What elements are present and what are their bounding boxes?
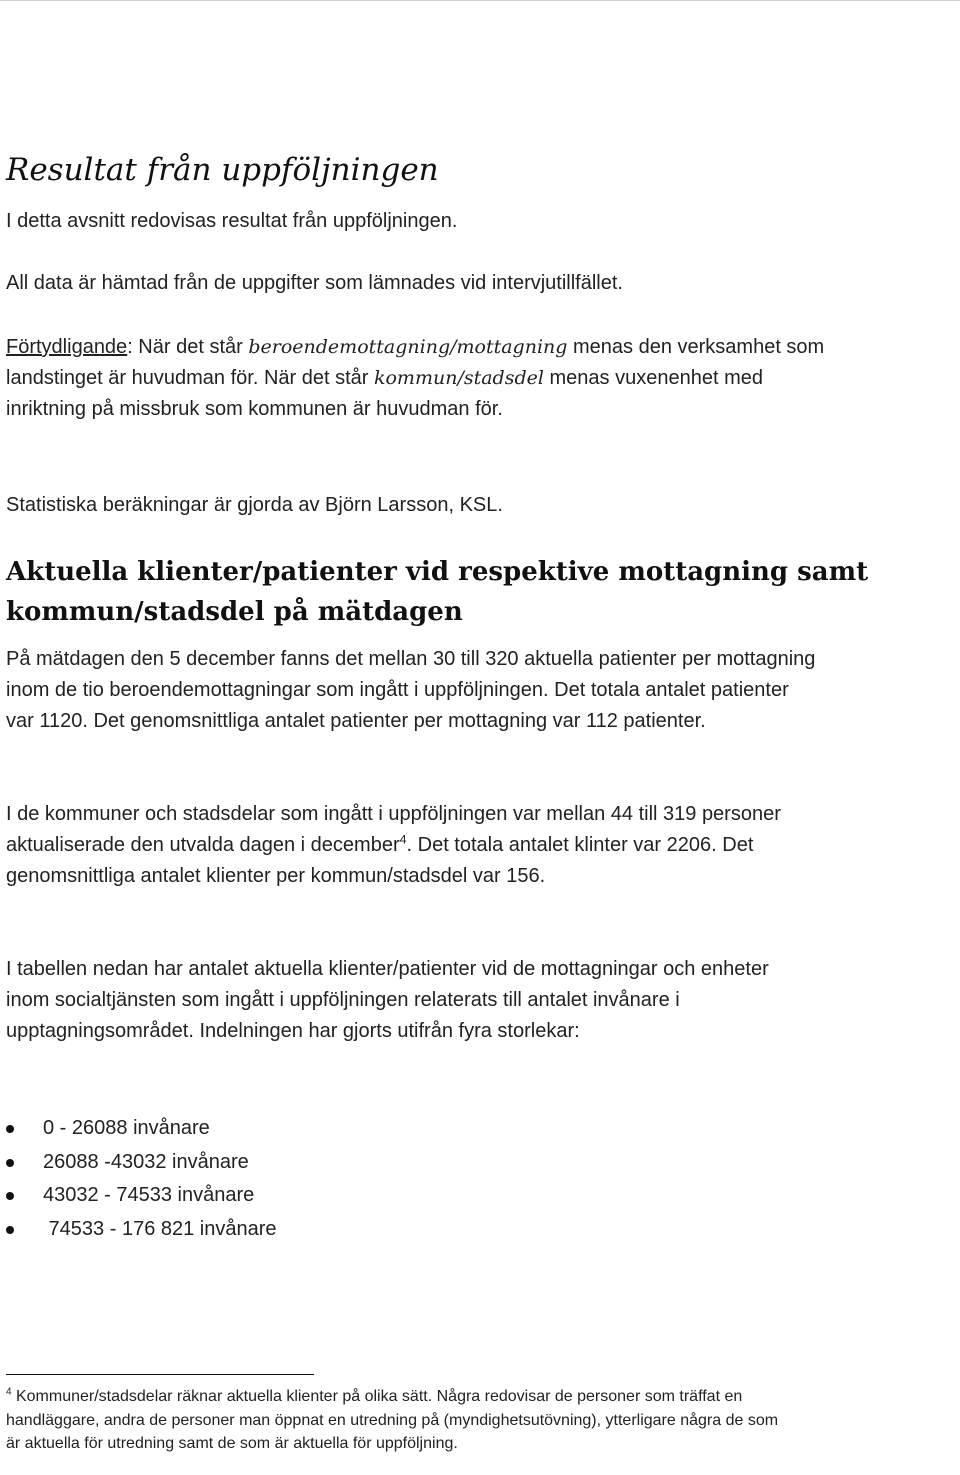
bullet-icon bbox=[6, 1192, 14, 1200]
list-item bbox=[0, 1179, 600, 1213]
size-group-list bbox=[0, 1112, 600, 1246]
list-item-text: 43032 - 74533 invånare bbox=[43, 1184, 255, 1206]
footnote-divider bbox=[6, 1374, 314, 1375]
clarification-text-c: menas vuxenenhet med inriktning på missbruk som kommunen är huvudman för. bbox=[6, 367, 763, 420]
list-item bbox=[0, 1112, 600, 1146]
statistics-note: Statistiska beräkningar är gjorda av Björn Larsson, KSL. bbox=[6, 494, 503, 516]
list-item-text: 26088 -43032 invånare bbox=[43, 1150, 249, 1173]
list-item-text: 74533 - 176 821 invånare bbox=[43, 1217, 277, 1240]
list-item-text: 0 - 26088 invånare bbox=[43, 1117, 210, 1139]
footnote bbox=[6, 1385, 796, 1456]
clarification-paragraph bbox=[6, 332, 826, 425]
intro-paragraph: I detta avsnitt redovisas resultat från uppföljningen. bbox=[6, 210, 458, 232]
clients-text-before: I de kommuner och stadsdelar som ingått i uppföljningen var mellan 44 till 319 personer aktualiserade den utvalda dagen i december bbox=[6, 803, 781, 856]
term-mottagning: beroendemottagning/mottagning bbox=[248, 336, 568, 358]
bullet-icon bbox=[6, 1159, 14, 1167]
term-kommun: kommun/stadsdel bbox=[373, 367, 544, 389]
clarification-colon: : bbox=[127, 336, 133, 358]
table-intro-paragraph: I tabellen nedan har antalet aktuella klienter/patienter vid de mottagningar och enheter inom socialtjänsten som ingått i uppföljningen relaterats till antalet invånare i upptagningsområdet. Indelningen har gjorts utifrån fyra storlekar: bbox=[6, 958, 769, 1042]
bullet-icon bbox=[6, 1125, 14, 1133]
footnote-text: Kommuner/stadsdelar räknar aktuella klienter på olika sätt. Några redovisar de personer som träffat en handläggare, andra de personer man öppnat en utredning på (myndighetsutövning), ytterligare några de som är aktuella för utredning samt de som är aktuella för uppföljning. bbox=[6, 1388, 779, 1452]
clarification-text-b: menas den verksamhet som landstinget är huvudman för. När det står bbox=[6, 336, 825, 389]
clarification-label: Förtydligande bbox=[6, 336, 128, 358]
list-item bbox=[0, 1213, 600, 1247]
clients-paragraph bbox=[6, 799, 816, 892]
footnote-reference: 4 bbox=[399, 832, 407, 847]
patients-paragraph: På mätdagen den 5 december fanns det mellan 30 till 320 aktuella patienter per mottagning inom de tio beroendemottagningar som ingått i uppföljningen. Det totala antalet patienter var 1120. Det genomsnittliga antalet patienter per mottagning var 112 patienter. bbox=[6, 648, 816, 732]
footnote-number: 4 bbox=[6, 1386, 12, 1398]
list-item bbox=[0, 1146, 600, 1180]
data-source-paragraph: All data är hämtad från de uppgifter som lämnades vid intervjutillfället. bbox=[6, 272, 623, 294]
subheading: Aktuella klienter/patienter vid respektive mottagning samt kommun/stadsdel på mätdagen bbox=[6, 557, 869, 627]
top-border-line bbox=[0, 0, 960, 1]
bullet-icon bbox=[6, 1226, 14, 1234]
clarification-text-a: När det står bbox=[132, 336, 249, 358]
clients-text-after: . Det totala antalet klinter var 2206. Det genomsnittliga antalet klienter per kommun/stadsdel var 156. bbox=[6, 834, 754, 887]
section-title: Resultat från uppföljningen bbox=[6, 152, 439, 188]
